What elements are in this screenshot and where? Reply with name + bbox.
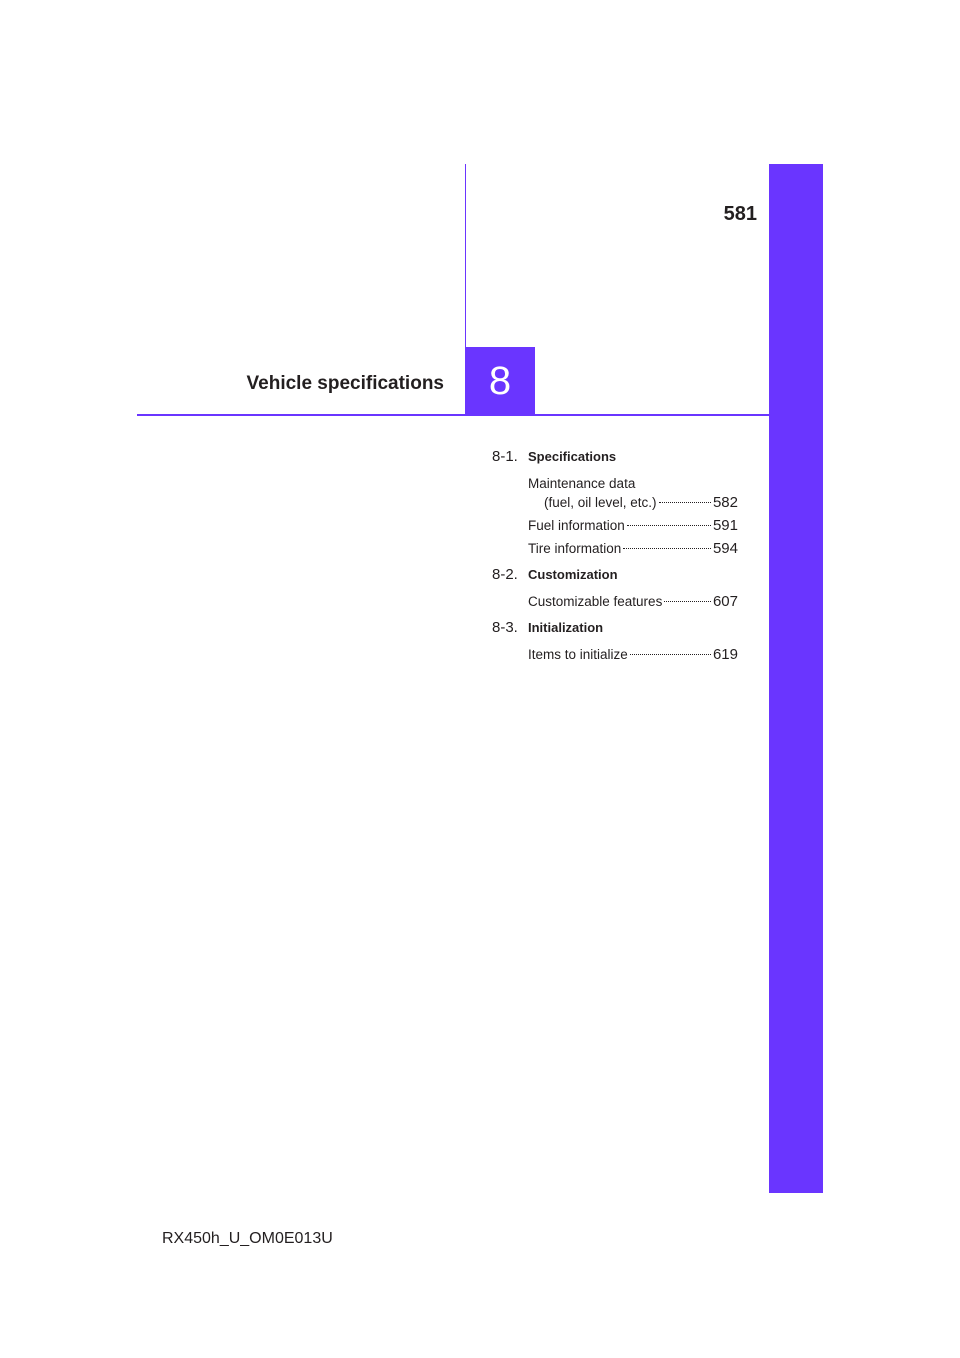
chapter-side-tab xyxy=(769,164,823,1193)
toc-entry[interactable] xyxy=(528,539,738,558)
toc-section-number: 8-3. xyxy=(492,619,518,636)
table-of-contents xyxy=(492,448,738,672)
toc-section-number: 8-1. xyxy=(492,448,518,465)
toc-entry-page: 619 xyxy=(712,646,738,663)
toc-entry-page: 591 xyxy=(712,517,738,534)
toc-entry-page: 594 xyxy=(712,540,738,557)
toc-entry[interactable] xyxy=(528,516,738,535)
toc-entry-label: Maintenance data xyxy=(528,476,636,491)
toc-section-title: Initialization xyxy=(528,620,604,635)
toc-section xyxy=(492,448,738,558)
toc-section-title: Specifications xyxy=(528,449,617,464)
toc-entry-label: Customizable features xyxy=(528,594,663,609)
dot-leader xyxy=(623,548,711,549)
chapter-title: Vehicle specifications xyxy=(246,373,444,394)
toc-entry-page: 582 xyxy=(712,494,738,511)
toc-entry[interactable] xyxy=(528,592,738,611)
chapter-number-box: 8 xyxy=(465,347,535,415)
toc-section-number: 8-2. xyxy=(492,566,518,583)
toc-section xyxy=(492,619,738,664)
dot-leader xyxy=(630,654,711,655)
header-divider-vertical xyxy=(465,164,466,347)
dot-leader xyxy=(627,525,711,526)
toc-entry-label: Tire information xyxy=(528,541,622,556)
toc-entry-page: 607 xyxy=(712,593,738,610)
dot-leader xyxy=(659,502,711,503)
toc-section xyxy=(492,566,738,611)
toc-section-title: Customization xyxy=(528,567,618,582)
toc-entry[interactable] xyxy=(528,645,738,664)
toc-entry-label: (fuel, oil level, etc.) xyxy=(544,495,657,510)
page-number: 581 xyxy=(723,203,757,225)
toc-entry[interactable] xyxy=(528,474,738,512)
document-code: RX450h_U_OM0E013U xyxy=(162,1230,333,1247)
toc-entry-label: Fuel information xyxy=(528,518,625,533)
dot-leader xyxy=(664,601,711,602)
toc-entry-label: Items to initialize xyxy=(528,647,628,662)
